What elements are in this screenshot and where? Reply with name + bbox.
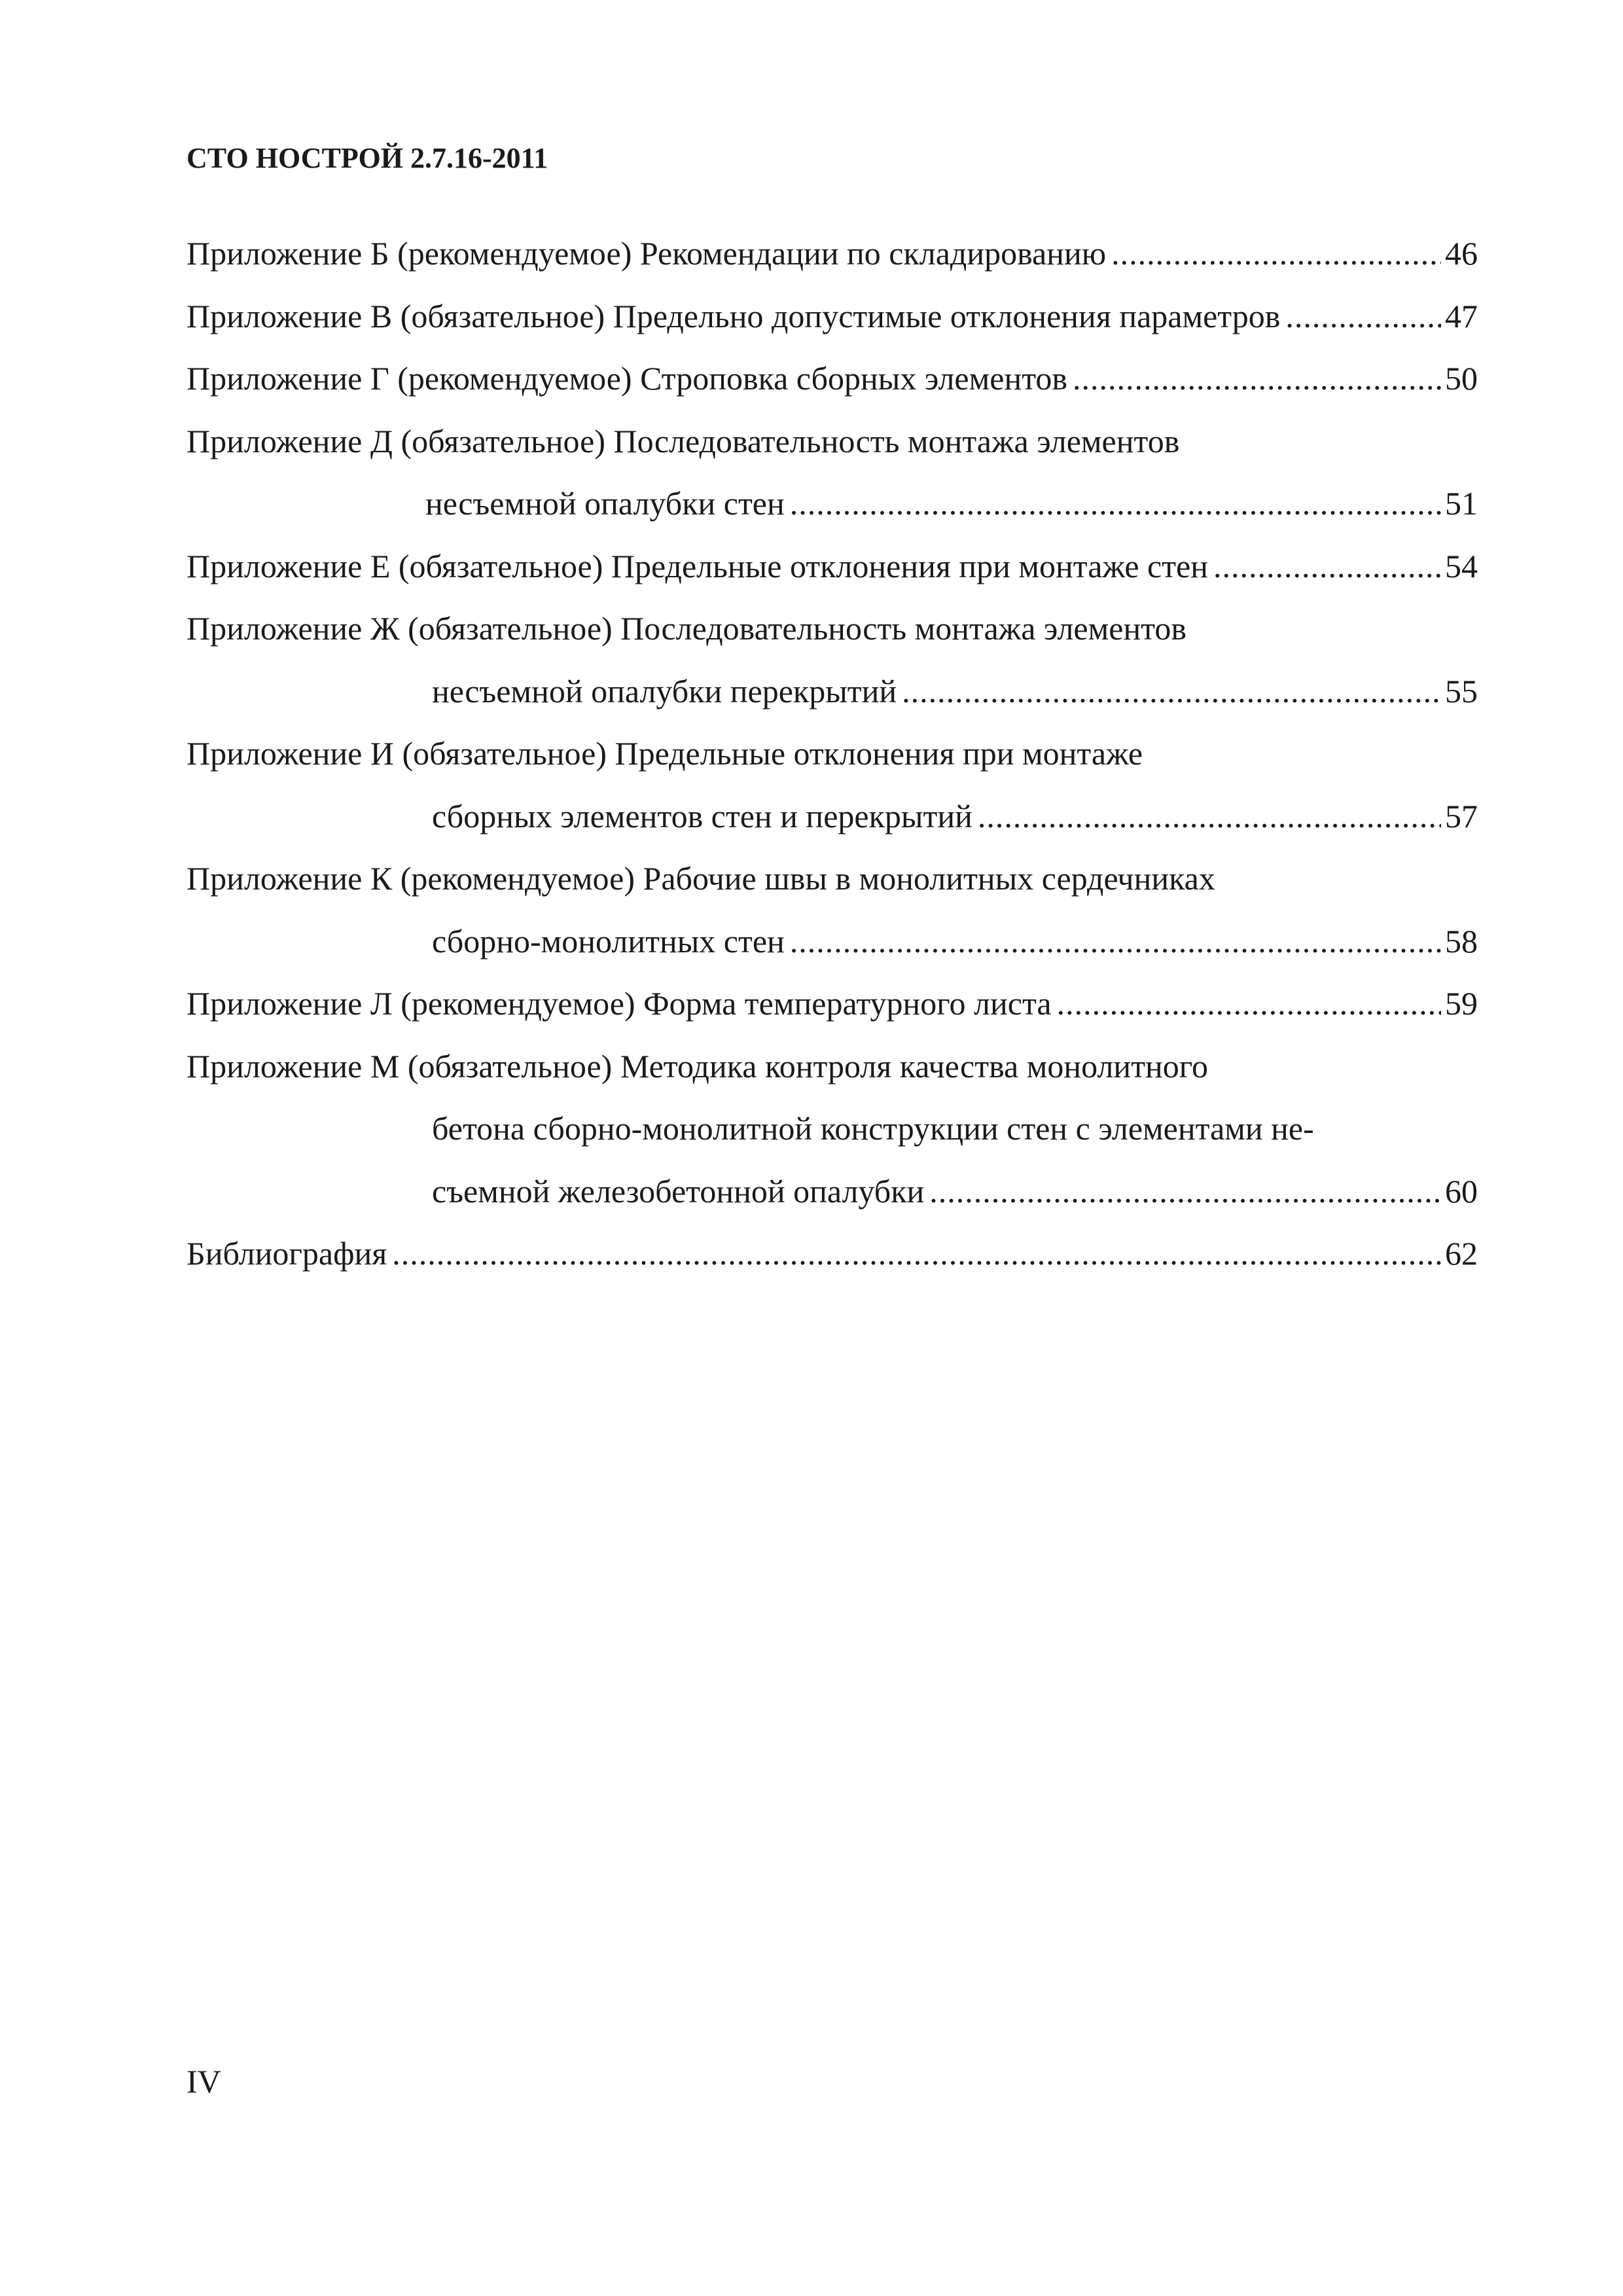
toc-entry-title: сборно-монолитных стен (432, 922, 785, 960)
toc-entry-title: Приложение И (обязательное) Предельные отклонения при монтаже (187, 735, 1143, 772)
toc-entry-page: 60 (1445, 1172, 1478, 1210)
toc-entry-title: Приложение Л (рекомендуемое) Форма температурного листа (187, 985, 1052, 1022)
document-header: СТО НОСТРОЙ 2.7.16-2011 (187, 142, 548, 174)
toc-entry-title: Приложение Б (рекомендуемое) Рекомендации по складированию (187, 235, 1107, 272)
toc-entry-appendix-k-continued[interactable] (187, 910, 1478, 973)
page-number: IV (187, 2063, 221, 2100)
toc-entry-page: 62 (1445, 1235, 1478, 1272)
dot-leader (392, 1223, 1441, 1285)
toc-entry-appendix-zh-continued[interactable] (187, 660, 1478, 723)
dot-leader (790, 473, 1441, 535)
toc-entry-bibliography[interactable] (187, 1223, 1478, 1285)
toc-entry-title: съемной железобетонной опалубки (432, 1172, 925, 1210)
toc-entry-title: несъемной опалубки стен (425, 485, 785, 522)
toc-entry-appendix-v[interactable] (187, 285, 1478, 348)
toc-entry-title: бетона сборно-монолитной конструкции стен с элементами не- (432, 1110, 1314, 1147)
toc-entry-appendix-m-continued[interactable] (187, 1098, 1478, 1160)
dot-leader (902, 660, 1441, 723)
toc-entry-title: Приложение В (обязательное) Предельно допустимые отклонения параметров (187, 297, 1281, 334)
dot-leader (1213, 535, 1441, 598)
toc-entry-appendix-g[interactable] (187, 348, 1478, 410)
toc-entry-page: 47 (1445, 297, 1478, 334)
toc-entry-appendix-d-continued[interactable] (187, 473, 1478, 535)
toc-entry-appendix-i-continued[interactable] (187, 785, 1478, 848)
dot-leader (1111, 223, 1441, 285)
toc-entry-title: Приложение Г (рекомендуемое) Строповка сборных элементов (187, 360, 1067, 397)
toc-entry-page: 59 (1445, 985, 1478, 1022)
toc-entry-page: 50 (1445, 360, 1478, 397)
dot-leader (978, 785, 1441, 848)
dot-leader (790, 910, 1441, 973)
toc-entry-title: Приложение Д (обязательное) Последовательность монтажа элементов (187, 422, 1180, 459)
toc-entry-appendix-b[interactable] (187, 223, 1478, 285)
toc-entry-appendix-l[interactable] (187, 973, 1478, 1035)
toc-entry-page: 57 (1445, 797, 1478, 834)
toc-entry-page: 51 (1445, 485, 1478, 522)
dot-leader (1073, 348, 1441, 410)
toc-entry-page: 54 (1445, 547, 1478, 584)
toc-entry-appendix-k[interactable] (187, 848, 1478, 910)
toc-entry-appendix-m[interactable] (187, 1035, 1478, 1098)
dot-leader (929, 1160, 1441, 1223)
toc-entry-title: Приложение Е (обязательное) Предельные отклонения при монтаже стен (187, 547, 1209, 584)
dot-leader (1285, 285, 1441, 348)
toc-entry-page: 55 (1445, 672, 1478, 709)
toc-entry-appendix-zh[interactable] (187, 598, 1478, 660)
toc-entry-title: Библиография (187, 1235, 387, 1272)
toc-entry-title: несъемной опалубки перекрытий (432, 672, 897, 709)
toc-entry-appendix-m-continued[interactable] (187, 1160, 1478, 1223)
dot-leader (1057, 973, 1441, 1035)
toc-entry-title: Приложение Ж (обязательное) Последовательность монтажа элементов (187, 610, 1187, 647)
toc-entry-title: Приложение К (рекомендуемое) Рабочие швы в монолитных сердечниках (187, 860, 1215, 897)
table-of-contents (187, 223, 1478, 1285)
toc-entry-appendix-d[interactable] (187, 410, 1478, 473)
toc-entry-appendix-i[interactable] (187, 723, 1478, 785)
toc-entry-appendix-e[interactable] (187, 535, 1478, 598)
toc-entry-page: 46 (1445, 235, 1478, 272)
toc-entry-page: 58 (1445, 922, 1478, 960)
toc-entry-title: сборных элементов стен и перекрытий (432, 797, 972, 834)
toc-entry-title: Приложение М (обязательное) Методика контроля качества монолитного (187, 1047, 1209, 1085)
